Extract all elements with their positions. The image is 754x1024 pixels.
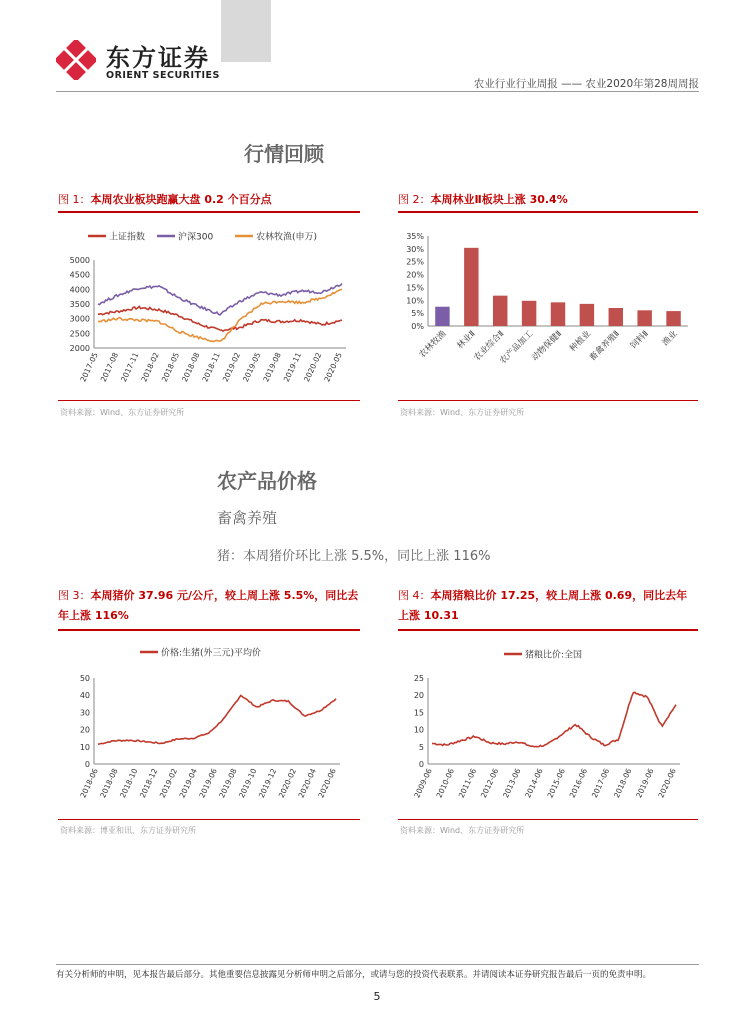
fig1-top-rule — [58, 211, 360, 213]
fig2-ytick-2: 10% — [406, 296, 424, 306]
fig1-ytick-0: 2000 — [69, 344, 90, 353]
header-divider — [56, 91, 699, 92]
fig4-ytick-0: 0 — [418, 760, 424, 769]
fig2-ytick-4: 20% — [406, 270, 424, 280]
fig4-title-line2: 上涨 10.31 — [398, 609, 459, 622]
fig2-source: 资料来源：Wind、东方证券研究所 — [400, 408, 525, 417]
fig4-xtick-10: 2019-06 — [634, 767, 656, 800]
fig4-label: 图 4： — [398, 589, 431, 602]
fig4-xtick-4: 2013-06 — [501, 767, 523, 800]
fig3-xtick-7: 2019-08 — [217, 767, 239, 800]
fig2-xtick-1: 林业Ⅱ — [455, 329, 478, 352]
fig1-xtick-12: 2020-05 — [322, 351, 344, 384]
fig1-xtick-11: 2020-02 — [302, 351, 324, 384]
fig3-label: 图 3： — [58, 589, 91, 602]
fig2-ytick-6: 30% — [406, 244, 424, 254]
fig3-xtick-4: 2019-02 — [157, 767, 180, 800]
fig1-xtick-4: 2018-05 — [159, 351, 182, 384]
fig2-xtick-3: 农产品加工 — [498, 329, 536, 367]
fig1-xtick-2: 2017-11 — [119, 351, 141, 384]
fig3-xtick-0: 2018-06 — [78, 767, 100, 800]
fig3-ytick-5: 50 — [79, 674, 90, 683]
fig1-xtick-10: 2019-11 — [281, 351, 304, 384]
fig2-xtick-8: 渔业 — [660, 329, 680, 349]
fig1-xtick-8: 2019-05 — [241, 351, 263, 384]
fig4-xtick-0: 2009-06 — [412, 767, 434, 800]
fig1-series-1 — [98, 284, 342, 315]
fig4-ytick-2: 10 — [413, 725, 424, 735]
fig1-xtick-3: 2018-02 — [139, 351, 161, 384]
fig1-xtick-9: 2019-08 — [261, 351, 283, 384]
fig2-xtick-5: 种植业 — [567, 329, 594, 355]
fig2-bar-1 — [464, 248, 478, 326]
fig2-top-rule — [398, 211, 698, 213]
fig4-xtick-8: 2017-06 — [589, 767, 612, 800]
fig2-bar-5 — [580, 304, 594, 326]
fig3-title-line1: 本周猪价 37.96 元/公斤，较上周上涨 5.5%，同比去 — [90, 589, 359, 602]
fig4-xtick-2: 2011-06 — [456, 767, 479, 800]
fig1-xtick-0: 2017-05 — [78, 351, 100, 384]
fig3-ytick-4: 40 — [79, 691, 90, 701]
fig2-xtick-2: 农业综合Ⅱ — [472, 329, 507, 364]
orient-logo-icon — [56, 40, 96, 80]
fig1-legend-label-1: 沪深300 — [178, 232, 214, 243]
fig4-source: 资料来源：Wind、东方证券研究所 — [400, 826, 525, 835]
fig2-ytick-5: 25% — [406, 257, 424, 267]
fig1-xtick-6: 2018-11 — [200, 351, 222, 384]
fig3-xtick-12: 2020-06 — [316, 767, 338, 800]
fig4-chart — [398, 636, 698, 816]
fig3-xtick-9: 2019-12 — [256, 767, 279, 800]
fig4-xtick-11: 2020-06 — [656, 767, 678, 800]
fig3-xtick-3: 2018-12 — [137, 767, 160, 800]
fig2-bottom-rule — [398, 400, 698, 401]
logo-text-cn: 东方证券 — [106, 44, 210, 72]
fig4-ytick-4: 20 — [413, 691, 424, 701]
fig1-label: 图 1： — [58, 193, 91, 206]
fig1-ytick-3: 3500 — [69, 300, 90, 309]
fig3-xtick-6: 2019-06 — [197, 767, 219, 800]
fig2-bar-2 — [493, 296, 507, 326]
fig3-xtick-11: 2020-04 — [296, 767, 318, 800]
fig3-chart — [58, 636, 360, 816]
fig3-xtick-2: 2018-10 — [118, 767, 140, 800]
fig1-xtick-7: 2019-02 — [220, 351, 243, 384]
fig3-title — [58, 586, 360, 626]
fig1-xtick-1: 2017-08 — [98, 351, 121, 384]
fig4-ytick-1: 5 — [418, 742, 424, 752]
fig1-ytick-1: 2500 — [69, 329, 90, 339]
footer-divider — [56, 964, 699, 965]
fig2-ytick-7: 35% — [406, 232, 424, 241]
fig1-chart — [58, 216, 360, 396]
fig3-xtick-10: 2020-02 — [276, 767, 299, 800]
fig2-title-text: 本周林业Ⅱ板块上涨 30.4% — [430, 193, 568, 206]
section-title-agri-prices: 农产品价格 — [217, 469, 317, 493]
fig4-top-rule — [398, 629, 698, 631]
subsection-livestock: 畜禽养殖 — [217, 509, 278, 527]
section-title-market-review: 行情回顾 — [244, 142, 324, 166]
fig4-xtick-6: 2015-06 — [545, 767, 567, 800]
fig4-xtick-5: 2014-06 — [523, 767, 545, 800]
fig1-ytick-2: 3000 — [69, 314, 90, 324]
fig2-xtick-7: 饲料Ⅱ — [628, 329, 651, 352]
page-number: 5 — [373, 990, 381, 1003]
fig4-title-line1: 本周猪粮比价 17.25，较上周上涨 0.69，同比去年 — [430, 589, 688, 602]
fig4-ytick-5: 25 — [413, 674, 424, 683]
fig4-bottom-rule — [398, 819, 698, 820]
fig3-legend-label-0: 价格:生猪(外三元)平均价 — [161, 648, 262, 659]
fig2-bar-0 — [435, 307, 449, 326]
fig1-ytick-6: 5000 — [69, 256, 90, 265]
fig1-title-text: 本周农业板块跑赢大盘 0.2 个百分点 — [90, 193, 272, 206]
fig4-xtick-3: 2012-06 — [478, 767, 501, 800]
fig4-ytick-3: 15 — [413, 708, 424, 718]
fig1-legend-label-0: 上证指数 — [109, 232, 146, 243]
fig3-source: 资料来源：博亚和讯、东方证券研究所 — [60, 826, 196, 835]
footer-disclaimer: 有关分析师的申明，见本报告最后部分。其他重要信息披露见分析师申明之后部分，或请与您的投资代表联系。并请阅读本证券研究报告最后一页的免责申明。 — [56, 970, 652, 980]
fig2-ytick-0: 0% — [411, 322, 424, 331]
fig3-ytick-0: 0 — [84, 760, 90, 769]
fig4-xtick-7: 2016-06 — [567, 767, 590, 800]
fig2-title — [398, 190, 568, 210]
fig1-title — [58, 190, 272, 210]
fig3-top-rule — [58, 629, 360, 631]
fig1-series-0 — [98, 306, 342, 331]
header-grey-block — [221, 0, 271, 62]
fig1-legend-label-2: 农林牧渔(申万) — [256, 232, 318, 243]
fig3-ytick-1: 10 — [79, 742, 90, 752]
fig4-xtick-9: 2018-06 — [612, 767, 634, 800]
pig-lead-text: 猪：本周猪价环比上涨 5.5%，同比上涨 116% — [217, 549, 491, 564]
report-header-line: 农业行业行业周报 —— 农业2020年第28周周报 — [473, 78, 699, 90]
fig2-xtick-6: 畜禽养殖Ⅱ — [587, 329, 622, 364]
fig2-bar-3 — [522, 301, 536, 326]
fig1-source: 资料来源：Wind、东方证券研究所 — [60, 408, 185, 417]
fig2-bar-8 — [666, 311, 680, 326]
fig3-series-0 — [98, 695, 336, 744]
fig2-bar-7 — [637, 310, 651, 326]
fig2-xtick-4: 动物保健Ⅱ — [530, 329, 565, 364]
fig2-ytick-3: 15% — [406, 283, 424, 293]
logo-text-en: ORIENT SECURITIES — [106, 70, 220, 81]
fig3-xtick-5: 2019-04 — [177, 767, 199, 800]
fig1-ytick-5: 4500 — [69, 270, 90, 280]
fig1-xtick-5: 2018-08 — [180, 351, 202, 384]
fig3-xtick-1: 2018-08 — [98, 767, 120, 800]
fig2-bar-4 — [551, 302, 565, 326]
fig2-bar-6 — [609, 308, 623, 326]
fig3-bottom-rule — [58, 819, 360, 820]
fig3-title-line2: 年上涨 116% — [58, 609, 129, 622]
fig3-xtick-8: 2019-10 — [237, 767, 259, 800]
fig3-ytick-2: 20 — [79, 725, 90, 735]
fig2-ytick-1: 5% — [411, 309, 424, 319]
fig3-ytick-3: 30 — [79, 708, 90, 718]
fig2-chart — [398, 216, 698, 396]
fig1-ytick-4: 4000 — [69, 285, 90, 295]
fig2-label: 图 2： — [398, 193, 431, 206]
fig4-legend-label-0: 猪粮比价:全国 — [525, 650, 583, 661]
fig4-title — [398, 586, 698, 626]
fig1-bottom-rule — [58, 400, 360, 401]
fig4-xtick-1: 2010-06 — [434, 767, 456, 800]
fig4-series-0 — [432, 692, 676, 747]
fig2-xtick-0: 农林牧渔 — [417, 329, 449, 361]
